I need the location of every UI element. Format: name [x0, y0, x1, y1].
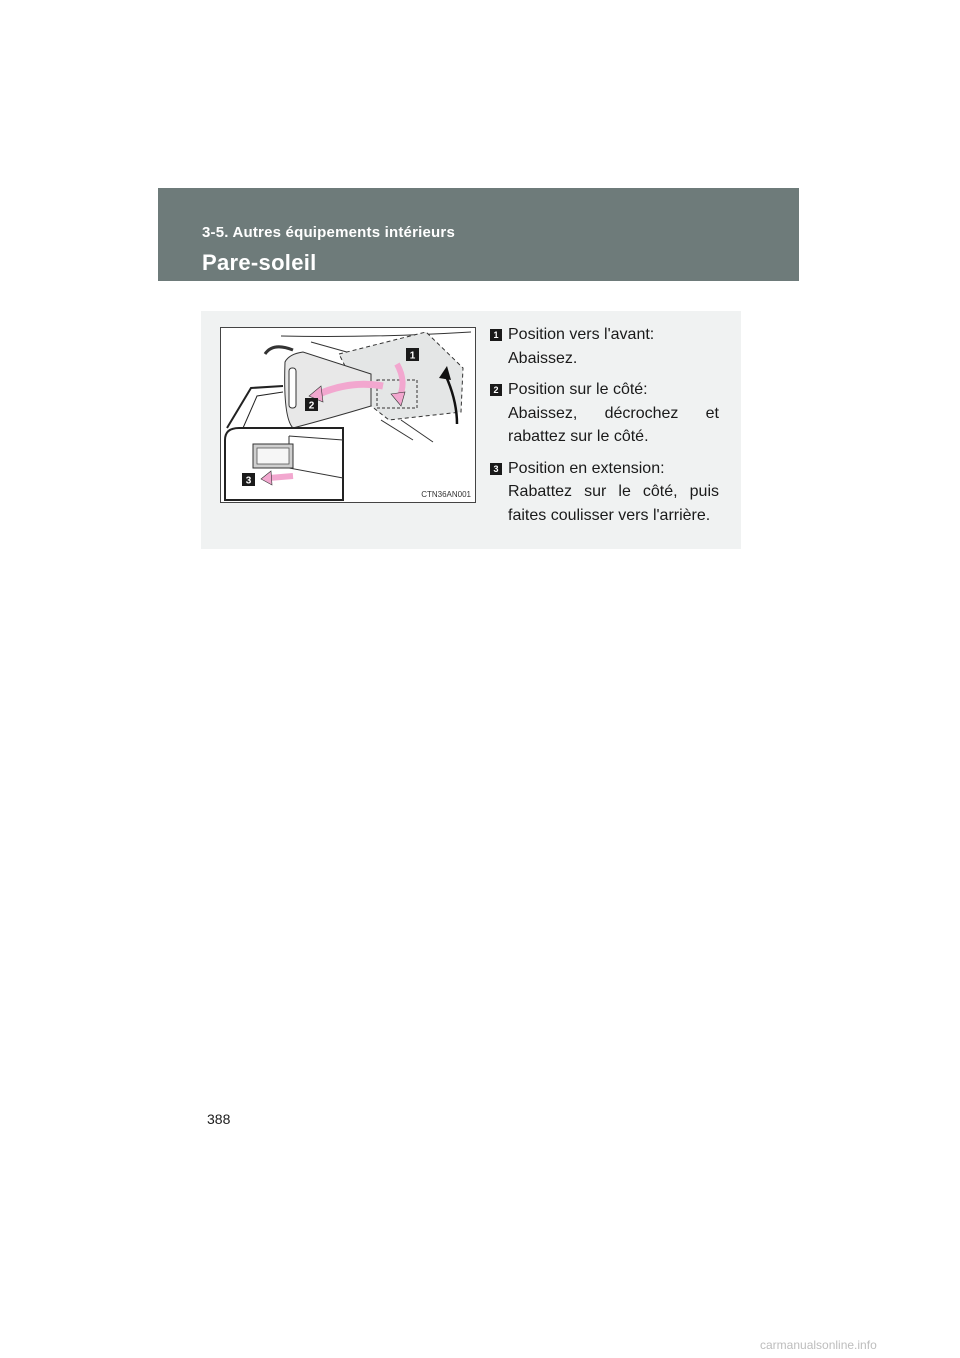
- marker-2-label: 2: [308, 400, 315, 412]
- step-2-icon: 2: [490, 384, 502, 396]
- sun-visor-illustration: [220, 327, 476, 503]
- section-header: [158, 188, 799, 281]
- steps-list: [490, 323, 719, 535]
- figure-code: CTN36AN001: [421, 490, 471, 499]
- step-3: [490, 457, 719, 528]
- step-1: [490, 323, 719, 370]
- step-2: [490, 378, 719, 449]
- marker-3-label: 3: [245, 475, 252, 487]
- step-1-title: Position vers l'avant:: [508, 326, 655, 343]
- section-label: 3-5. Autres équipements intérieurs: [202, 224, 455, 241]
- watermark: carmanualsonline.info: [760, 1338, 877, 1352]
- step-1-body: Abaissez.: [508, 349, 578, 367]
- step-2-title: Position sur le côté:: [508, 381, 648, 398]
- step-3-icon: 3: [490, 463, 502, 475]
- sun-visor-drawing: [221, 328, 475, 502]
- marker-1-label: 1: [409, 350, 416, 362]
- step-2-body: Abaissez, décrochez et rabattez sur le côté.: [508, 404, 719, 445]
- step-1-icon: 1: [490, 329, 502, 341]
- step-3-title: Position en extension:: [508, 459, 665, 477]
- page-number: 388: [207, 1111, 231, 1127]
- page-title: Pare-soleil: [202, 250, 317, 275]
- step-3-body: Rabattez sur le côté, puis faites coulisser vers l'arrière.: [508, 483, 719, 524]
